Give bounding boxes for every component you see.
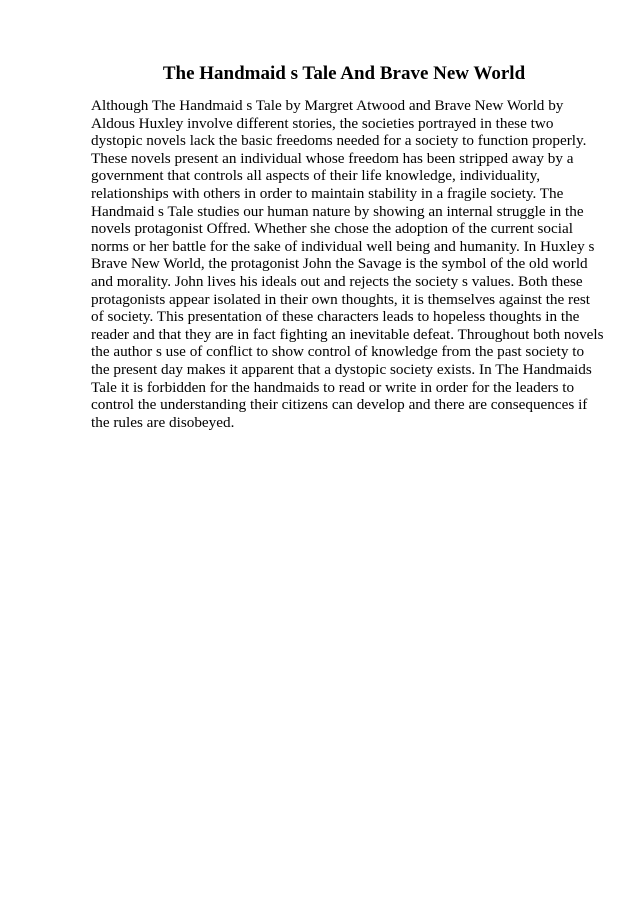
paragraph-line: of society. This presentation of these characters leads to hopeless thoughts in the	[91, 308, 580, 326]
paragraph-line: Tale it is forbidden for the handmaids to read or write in order for the leaders to	[91, 378, 575, 396]
paragraph-line: the rules are disobeyed.	[91, 413, 235, 431]
paragraph-line: Aldous Huxley involve different stories, the societies portrayed in these two	[91, 114, 554, 132]
paragraph-line: Although The Handmaid s Tale by Margret Atwood and Brave New World by	[91, 97, 564, 114]
body-paragraph	[91, 97, 604, 431]
paragraph-line: These novels present an individual whose freedom has been stripped away by a	[91, 149, 574, 167]
paragraph-line: government that controls all aspects of their life knowledge, individuality,	[91, 167, 541, 185]
paragraph-line: Handmaid s Tale studies our human nature by showing an internal struggle in the	[91, 202, 584, 220]
paragraph-line: the author s use of conflict to show control of knowledge from the past society to	[91, 343, 585, 361]
paragraph-line: dystopic novels lack the basic freedoms needed for a society to function properly.	[91, 132, 587, 150]
paragraph-line: control the understanding their citizens can develop and there are consequences if	[91, 396, 588, 414]
document-title: The Handmaid s Tale And Brave New World	[162, 63, 526, 84]
paragraph-line: and morality. John lives his ideals out and rejects the society s values. Both these	[91, 272, 583, 290]
paragraph-line: relationships with others in order to maintain stability in a fragile society. The	[91, 184, 564, 202]
paragraph-line: norms or her battle for the sake of individual well being and humanity. In Huxley s	[91, 237, 595, 255]
paragraph-line: the present day makes it apparent that a dystopic society exists. In The Handmaids	[91, 360, 592, 378]
paragraph-line: Brave New World, the protagonist John the Savage is the symbol of the old world	[91, 255, 588, 273]
paragraph-line: protagonists appear isolated in their own thoughts, it is themselves against the rest	[91, 290, 590, 308]
paragraph-line: novels protagonist Offred. Whether she chose the adoption of the current social	[91, 220, 573, 238]
paragraph-line: reader and that they are in fact fighting an inevitable defeat. Throughout both novels	[91, 325, 604, 343]
